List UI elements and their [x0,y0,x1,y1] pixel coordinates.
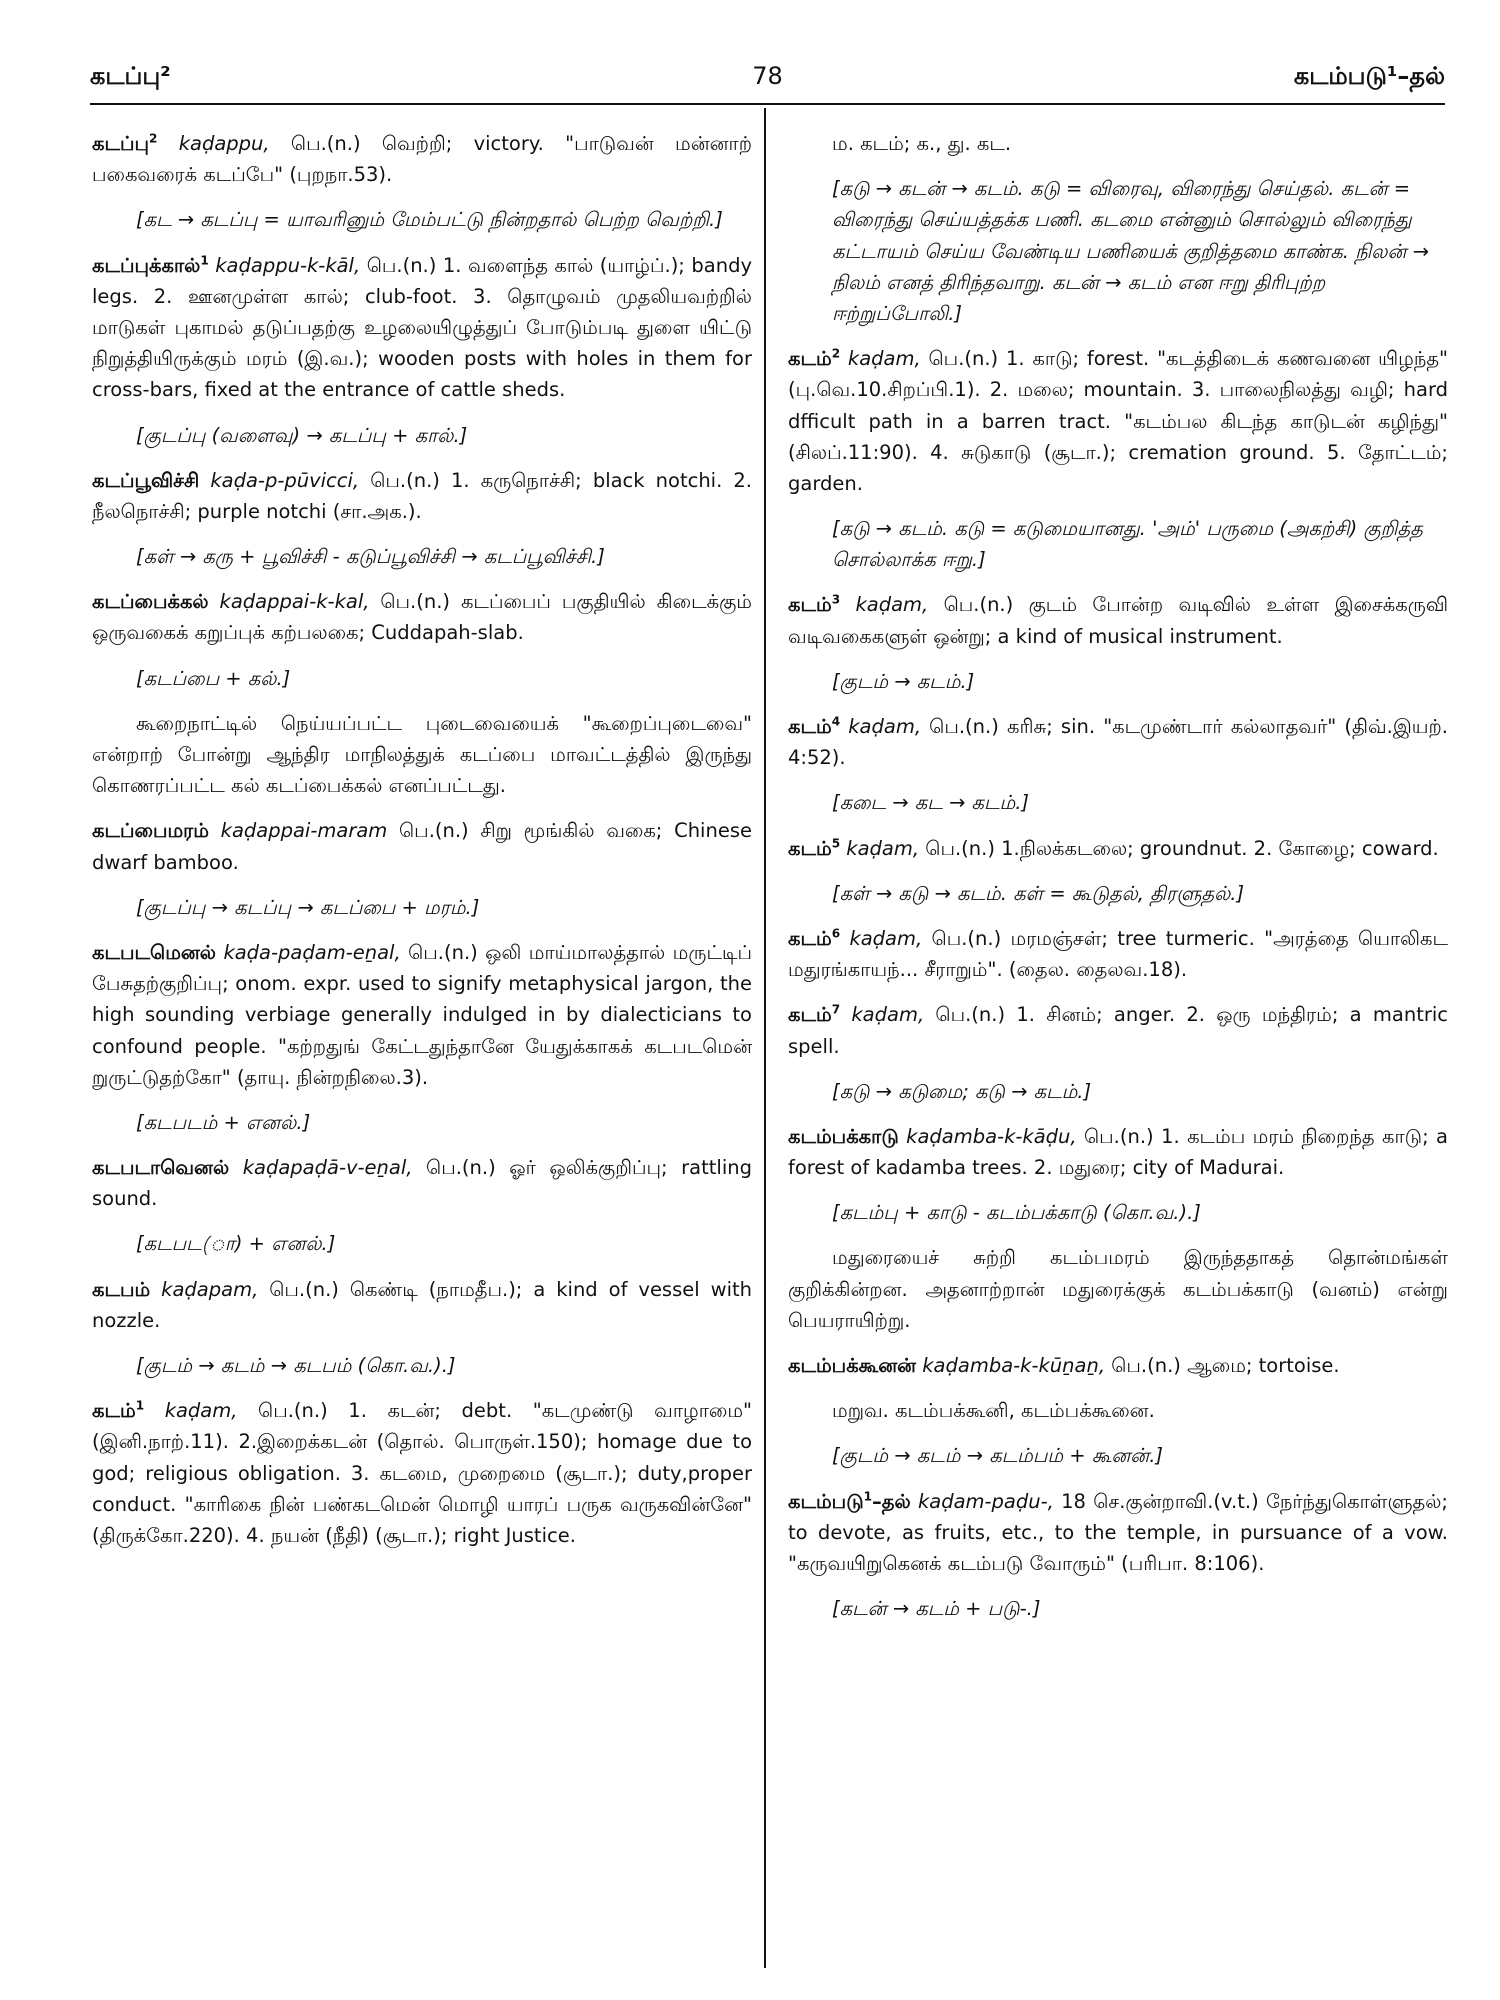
dictionary-entry [788,833,1448,864]
dictionary-entry [788,923,1448,985]
homograph-number: 6 [831,926,841,941]
headword: கடம்பக்கூனன் [788,1354,917,1377]
definition-text: பெ.(n.) 1. வளைந்த கால் (யாழ்ப்.); bandy legs. 2. ஊனமுள்ள கால்; club-foot. 3. தொழுவம் முதலியவற்றில் மாடுகள் புகாமல் தடுப்பதற்கு உழலையிழுத்துப் போடும்படி துளை யிட்டு நிறுத்தியிருக்கும் மரம் (இ.வ.); wooden posts with holes in them for cross-bars, fixed at the entrance of cattle sheds. [92,253,752,402]
headword: கடபடாவெனல் [92,1156,230,1180]
definition-text: பெ.(n.) குடம் போன்ற வடிவில் உள்ள இசைக்கருவி வடிவகைகளுள் ஒன்று; a kind of musical instrument. [788,593,1448,648]
definition-text: பெ.(n.) 1. கடம்ப மரம் நிறைந்த காடு; a forest of kadamba trees. 2. மதுரை; city of Madurai. [788,1124,1448,1180]
headword: கடம்படு [788,1489,864,1513]
etymology-note: [கடபடம் + எனல்.] [136,1110,311,1134]
etymology-note: [கடப்பை + கல்.] [136,666,291,690]
headword: கடம்பக்காடு [788,1124,899,1148]
transliteration: kaḍappai-maram [220,819,388,843]
transliteration: kaḍam, [846,836,920,860]
dictionary-entry [92,250,752,406]
definition-text: பெ.(n.) கடப்பைப் பகுதியில் கிடைக்கும் ஒருவகைக் கறுப்புக் கற்பலகை; Cuddapah-slab. [92,590,752,645]
transliteration: kaḍa-p-pūvicci, [210,468,360,492]
definition-text: பெ.(n.) சிறு மூங்கில் வகை; Chinese dwarf bamboo. [92,819,752,874]
dictionary-entry [788,999,1448,1061]
dictionary-entry [788,343,1448,499]
etymology-note: [கட → கடப்பு = யாவரினும் மேம்பட்டு நின்றதால் பெற்ற வெற்றி.] [136,208,723,232]
definition-text: பெ.(n.) கெண்டி (நாமதீப.); a kind of vessel with nozzle. [92,1277,752,1332]
transliteration: kaḍam, [855,593,929,617]
header-rule [90,103,1445,105]
dictionary-entry [92,815,752,877]
explanatory-note: கூறைநாட்டில் நெய்யப்பட்ட புடைவையைக் "கூறைப்புடைவை" என்றாற் போன்று ஆந்திர மாநிலத்துக் கடப்பை மாவட்டத்தில் இருந்து கொணரப்பட்ட கல் கடப்பைக்கல் எனப்பட்டது. [92,711,752,798]
definition-text: பெ.(n.) 1. காடு; forest. "கடத்திடைக் கணவனை யிழந்த" (பு.வெ.10.சிறப்பி.1). 2. மலை; mountain. 3. பாலைநிலத்து வழி; hard dfficult path in a barren tract. "கடம்பல கிடந்த காடுடன் கழிந்து" (சிலப்.11:90). 4. சுடுகாடு (சூடா.); cremation ground. 5. தோட்டம்; garden. [788,347,1448,495]
homograph-number: 3 [831,592,841,607]
etymology-note: [கடு → கடுமை; கடு → கடம்.] [832,1079,1092,1103]
definition-text: 18 செ.குன்றாவி.(v.t.) நேர்ந்துகொள்ளுதல்; to devote, as fruits, etc., to the temple, in pursuance of a vow. "கருவயிறுகெனக் கடம்படு வோரும்" (பரிபா. 8:106). [788,1489,1448,1575]
definition-text: பெ.(n.) ஒலி மாய்மாலத்தால் மருட்டிப் பேசுதற்குறிப்பு; onom. expr. used to signify metaphysical jargon, the high sounding verbiage generally indulged in by dialecticians to confound people. "கற்றதுங் கேட்டதுந்தானே யேதுக்காகக் கடபடமென் றுருட்டுதற்கோ" (தாயு. நின்றநிலை.3). [92,940,752,1089]
left-column [92,128,752,1988]
definition-text: பெ.(n.) 1. கருநொச்சி; black notchi. 2. நீலநொச்சி; purple notchi (சா.அக.). [92,468,752,523]
headword: கடம் [788,715,832,738]
headword: கடப்பைக்கல் [92,590,209,614]
definition-text: பெ.(n.) ஓர் ஒலிக்குறிப்பு; rattling sound. [92,1156,752,1211]
headword: கடப்பு [92,132,150,155]
dictionary-entry [788,711,1448,773]
transliteration: kaḍappu, [178,132,270,155]
transliteration: kaḍamba-k-kūṉaṉ, [922,1354,1106,1377]
etymology-note: [கடன் → கடம் + படு-.] [832,1597,1041,1621]
homograph-number: 4 [831,714,841,729]
dictionary-entry [92,465,752,527]
homograph-number: 5 [831,836,841,851]
transliteration: kaḍappu-k-kāl, [215,253,361,277]
dictionary-entry [92,128,752,190]
headword: கடம் [788,1003,832,1027]
transliteration: kaḍam, [847,347,921,371]
homograph-number: 2 [149,131,158,146]
homograph-number: 2 [831,346,841,361]
dictionary-entry [92,1395,752,1551]
homograph-number: 1 [200,253,209,268]
explanatory-note: மதுரையைச் சுற்றி கடம்பமரம் இருந்ததாகத் தொன்மங்கள் குறிக்கின்றன. அதனாற்றான் மதுரைக்குக் கடம்பக்காடு (வனம்) என்று பெயராயிற்று. [788,1246,1448,1332]
homograph-number: 1 [863,1489,873,1504]
etymology-note: [கடு → கடன் → கடம். கடு = விரைவு, விரைந்து செய்தல். கடன் = விரைந்து செய்யத்தக்க பணி. கடமை என்னும் சொல்லும் விரைந்து கட்டாயம் செய்ய வேண்டிய பணியைக் குறித்தமை காண்க. நிலன் → நிலம் எனத் திரிந்தவாறு. கடன் → கடம் என ஈறு திரிபுற்ற ஈற்றுப்போலி.] [832,177,1429,325]
etymology-note: [குடப்பு → கடப்பு → கடப்பை + மரம்.] [136,895,480,919]
etymology-note: [கடை → கட → கடம்.] [832,791,1030,815]
dictionary-entry [92,937,752,1093]
dictionary-entry [92,1152,752,1214]
headword: கடம் [92,1399,136,1423]
right-guide-word: கடம்படு¹–தல் [1293,62,1445,90]
right-column [788,128,1448,1988]
cognates-line: மறுவ. கடம்பக்கூனி, கடம்பக்கூனை. [832,1399,1155,1423]
etymology-note: [குடம் → கடம் → கடபம் (கொ.வ.).] [136,1354,456,1377]
headword: கடப்பைமரம் [92,819,209,843]
headword: கடப்பூவிச்சி [92,468,200,492]
transliteration: kaḍapaḍā-v-eṉal, [242,1156,413,1180]
transliteration: kaḍa-paḍam-eṉal, [223,940,401,964]
headword: கடபடமெனல் [92,940,216,964]
transliteration: kaḍamba-k-kāḍu, [906,1124,1077,1148]
definition-text: பெ.(n.) ஆமை; tortoise. [1105,1354,1340,1377]
etymology-note: [குடம் → கடம்.] [832,669,975,693]
transliteration: kaḍam, [851,1003,925,1027]
transliteration: kaḍam-paḍu-, [917,1489,1054,1513]
cognates-line: ம. கடம்; க., து. கட. [832,132,1012,155]
definition-text: பெ.(n.) 1.நிலக்கடலை; groundnut. 2. கோழை; coward. [919,836,1439,860]
etymology-note: [குடப்பு (வளைவு) → கடப்பு + கால்.] [136,423,468,447]
page-header [90,62,1445,102]
etymology-note: [கள் → கடு → கடம். கள் = கூடுதல், திரளுதல்.] [832,881,1245,905]
dictionary-entry [92,586,752,648]
definition-text: பெ.(n.) 1. கடன்; debt. "கடமுண்டு வாழாமை" (இனி.நாற்.11). 2.இறைக்கடன் (தொல். பொருள்.150); homage due to god; religious obligation. 3. கடமை, முறைமை (சூடா.); duty,proper conduct. "காரிகை நின் பண்கடமென் மொழி யாரப் பருக வருகவின்னே" (திருக்கோ.220). 4. நயன் (நீதி) (சூடா.); right Justice. [92,1399,752,1547]
headword: கடம் [788,347,832,371]
transliteration: kaḍam, [849,926,923,950]
page-number: 78 [752,62,783,90]
homograph-number: 1 [135,1398,145,1413]
transliteration: kaḍapam, [161,1277,259,1301]
transliteration: kaḍam, [848,715,922,738]
left-guide-word: கடப்பு² [90,62,171,90]
definition-text: பெ.(n.) 1. சினம்; anger. 2. ஒரு மந்திரம்; a mantric spell. [788,1003,1448,1058]
transliteration: kaḍam, [164,1399,238,1423]
etymology-note: [கடபட(ா) + எனல்.] [136,1232,336,1256]
homograph-number: 7 [831,1002,841,1017]
etymology-note: [கள் → கரு + பூவிச்சி - கடுப்பூவிச்சி → கடப்பூவிச்சி.] [136,545,605,569]
dictionary-entry [788,1121,1448,1183]
headword: கடப்புக்கால் [92,253,201,277]
etymology-note: [குடம் → கடம் → கடம்பம் + கூனன்.] [832,1444,1163,1468]
etymology-note: [கடு → கடம். கடு = கடுமையானது. 'அம்' பருமை (அகற்சி) குறித்த சொல்லாக்க ஈறு.] [832,517,1423,572]
headword: கடபம் [92,1277,151,1301]
headword-suffix: –தல் [872,1489,911,1513]
headword: கடம் [788,836,832,860]
dictionary-entry [92,1274,752,1336]
dictionary-entry [788,1486,1448,1580]
headword: கடம் [788,593,832,617]
column-divider [764,108,766,1968]
dictionary-entry [788,589,1448,651]
definition-text: பெ.(n.) கரிசு; sin. "கடமுண்டார் கல்லாதவர்" (திவ்.இயற். 4:52). [788,715,1448,770]
etymology-note: [கடம்பு + காடு - கடம்பக்காடு (கொ.வ.).] [832,1201,1201,1225]
transliteration: kaḍappai-k-kal, [219,590,370,614]
definition-text: பெ.(n.) வெற்றி; victory. "பாடுவன் மன்னாற் பகைவரைக் கடப்பே" (புறநா.53). [92,132,752,187]
headword: கடம் [788,926,832,950]
definition-text: பெ.(n.) மரமஞ்சள்; tree turmeric. "அரத்தை யொலிகட மதுரங்காயந்... சீராறும்". (தைல. தைலவ.18). [788,926,1448,982]
dictionary-entry [788,1350,1448,1381]
